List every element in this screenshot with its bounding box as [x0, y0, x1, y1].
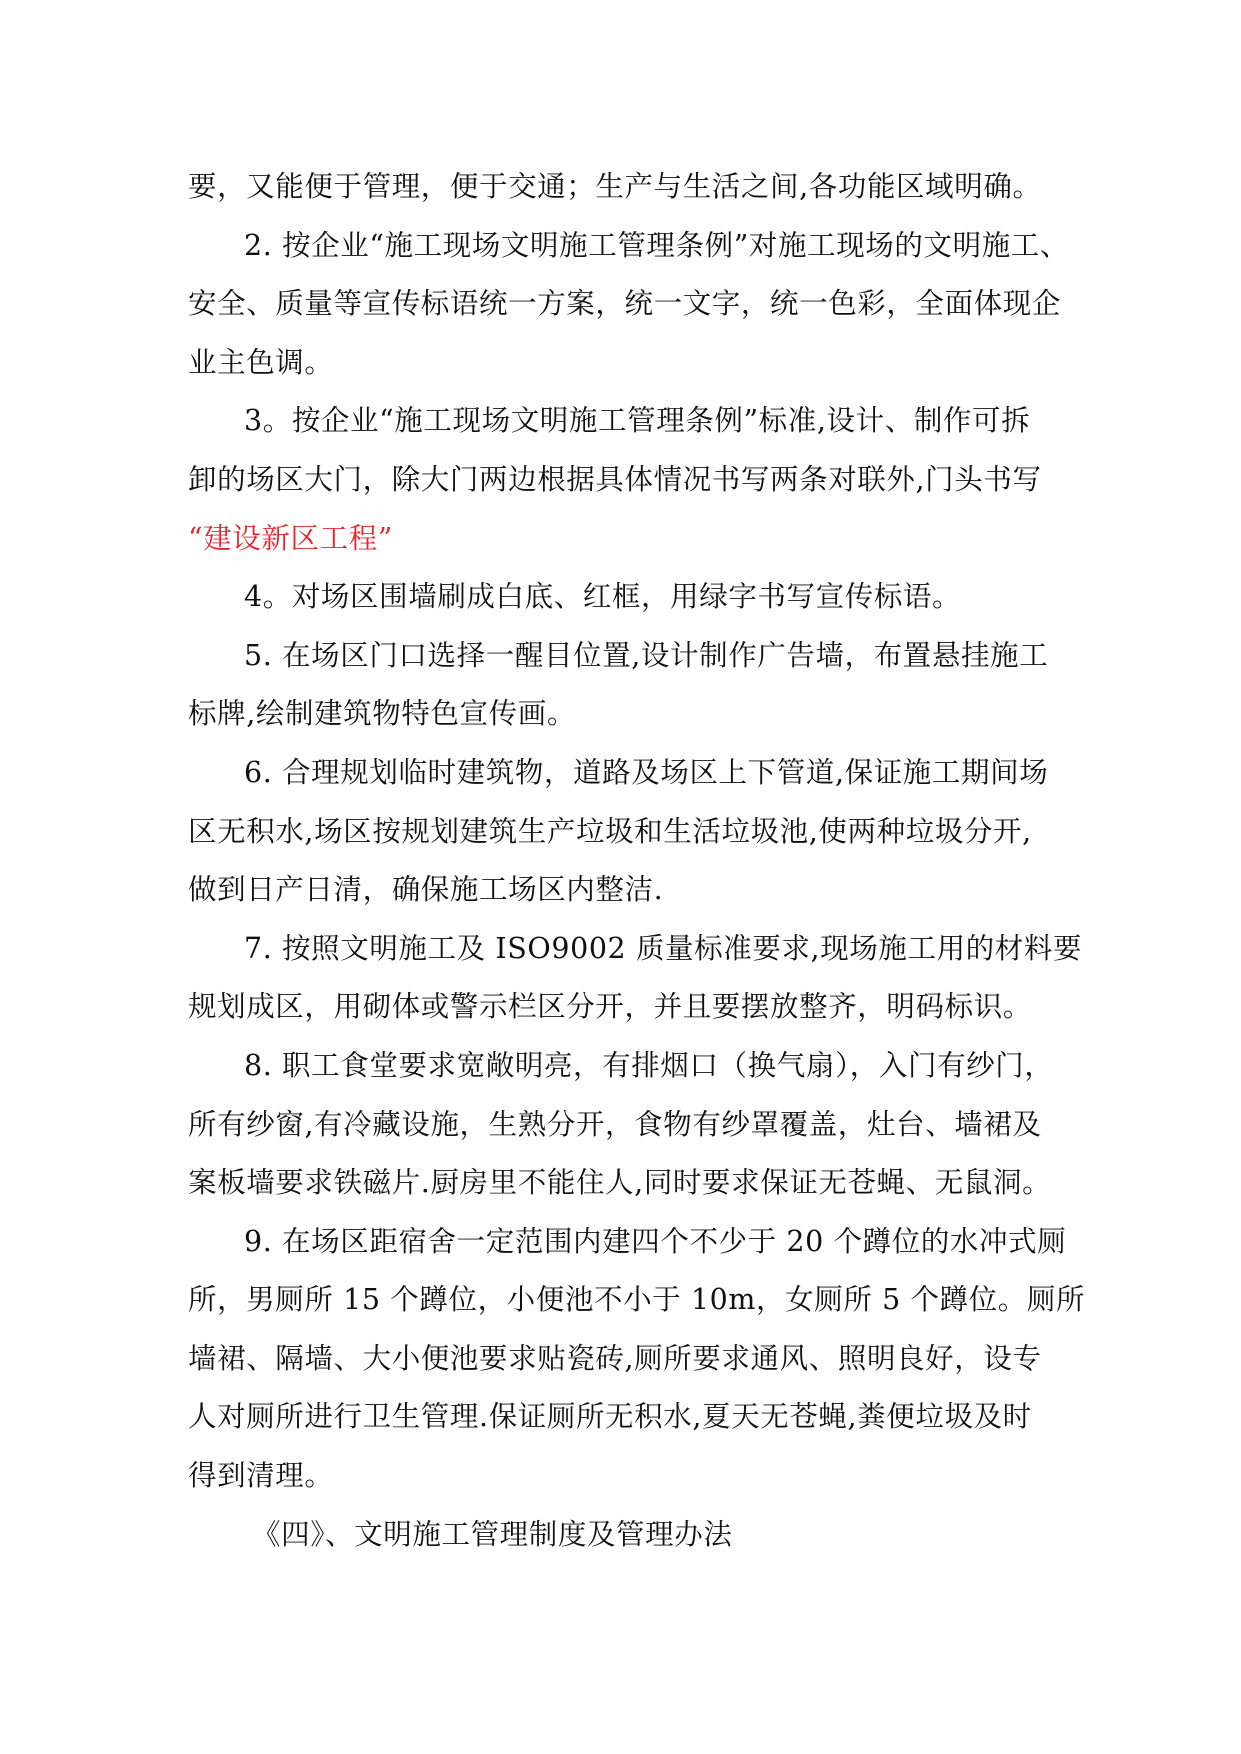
paragraph-line: 9. 在场区距宿舍一定范围内建四个不少于 20 个蹲位的水冲式厕 [244, 1224, 1067, 1258]
paragraph-line: 得到清理。 [188, 1459, 334, 1493]
paragraph-line: 所有纱窗,有冷藏设施，生熟分开，食物有纱罩覆盖，灶台、墙裙及 [188, 1107, 1042, 1141]
paragraph-line: 安全、质量等宣传标语统一方案，统一文字，统一色彩，全面体现企 [188, 287, 1062, 321]
paragraph-line: 标牌,绘制建筑物特色宣传画。 [188, 697, 576, 731]
paragraph-line: 人对厕所进行卫生管理.保证厕所无积水,夏天无苍蝇,粪便垃圾及时 [188, 1400, 1032, 1434]
document-page [188, 158, 1086, 1564]
paragraph-line: 5. 在场区门口选择一醒目位置,设计制作广告墙，布置悬挂施工 [244, 638, 1049, 672]
gate-inscription-line: “建设新区工程” [188, 521, 393, 555]
paragraph-line: 区无积水,场区按规划建筑生产垃圾和生活垃圾池,使两种垃圾分开, [188, 814, 1032, 848]
paragraph-line: 业主色调。 [188, 345, 334, 379]
paragraph-line: 8. 职工食堂要求宽敞明亮，有排烟口（换气扇），入门有纱门， [244, 1048, 1054, 1082]
paragraph-line: 6. 合理规划临时建筑物，道路及场区上下管道,保证施工期间场 [244, 755, 1049, 789]
paragraph-line: 所，男厕所 15 个蹲位，小便池不小于 10m，女厕所 5 个蹲位。厕所 [188, 1283, 1086, 1317]
paragraph-line: 4。对场区围墙刷成白底、红框，用绿字书写宣传标语。 [244, 580, 962, 614]
paragraph-line: 墙裙、隔墙、大小便池要求贴瓷砖,厕所要求通风、照明良好，设专 [188, 1341, 1042, 1375]
section-heading: 《四》、文明施工管理制度及管理办法 [252, 1517, 733, 1551]
paragraph-line: 规划成区，用砌体或警示栏区分开，并且要摆放整齐，明码标识。 [188, 990, 1032, 1024]
paragraph-line: 案板墙要求铁磁片.厨房里不能住人,同时要求保证无苍蝇、无鼠洞。 [188, 1166, 1052, 1200]
paragraph-line: 3。按企业“施工现场文明施工管理条例”标准,设计、制作可拆 [244, 404, 1031, 438]
paragraph-line: 2. 按企业“施工现场文明施工管理条例”对施工现场的文明施工、 [244, 228, 1069, 262]
paragraph-line: 卸的场区大门，除大门两边根据具体情况书写两条对联外,门头书写 [188, 462, 1042, 496]
paragraph-line: 7. 按照文明施工及 ISO9002 质量标准要求,现场施工用的材料要 [244, 931, 1083, 965]
paragraph-line: 要，又能便于管理，便于交通；生产与生活之间,各功能区域明确。 [188, 170, 1042, 203]
paragraph-line: 做到日产日清，确保施工场区内整洁. [188, 873, 664, 907]
